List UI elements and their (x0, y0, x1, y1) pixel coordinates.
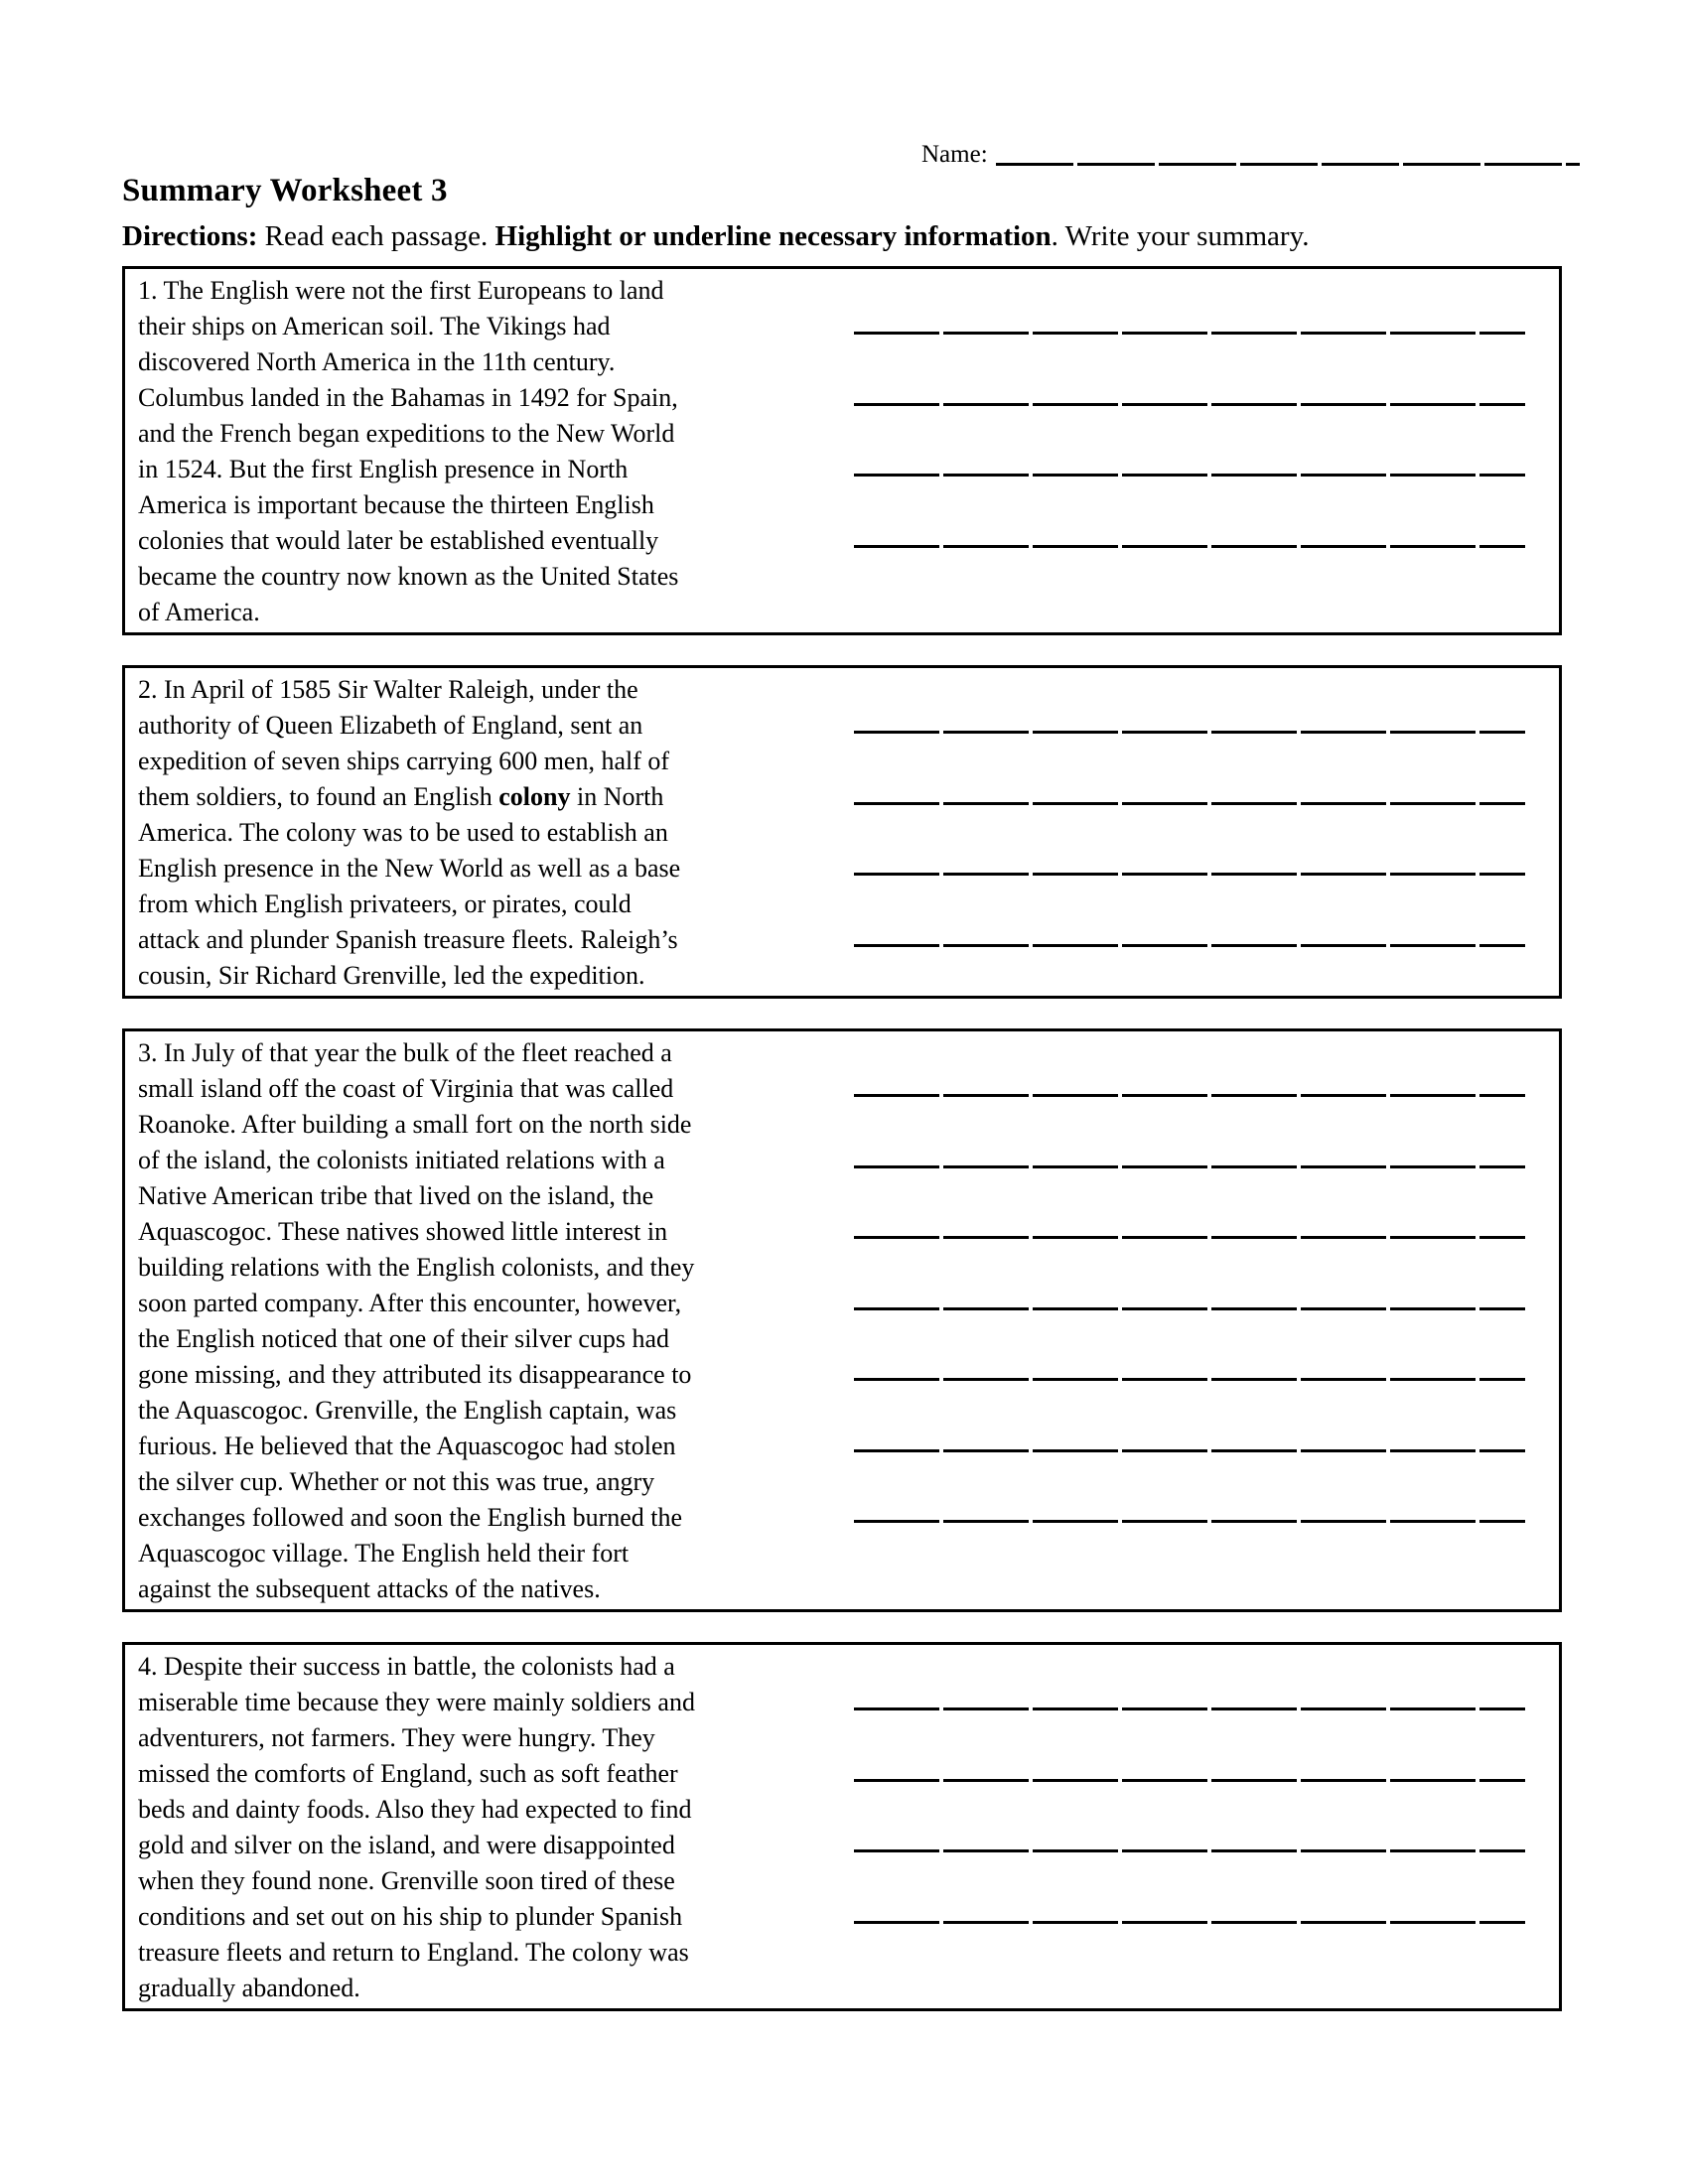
summary-blank-line[interactable] (854, 545, 1525, 548)
passage-line: cousin, Sir Richard Grenville, led the expedition. (138, 961, 645, 990)
passage-line: colonies that would later be established eventually (138, 526, 659, 555)
passage-boxes (122, 266, 1562, 2011)
passage-line: soon parted company. After this encounter, however, (138, 1289, 682, 1317)
passage-line: America. The colony was to be used to establish an (138, 818, 668, 847)
bold-vocabulary-term: colony (498, 782, 571, 811)
directions-segment: Directions: (122, 220, 258, 252)
passage-line: attack and plunder Spanish treasure fleets. Raleigh’s (138, 925, 678, 954)
summary-blank-line[interactable] (854, 1378, 1525, 1381)
passage-line: 4. Despite their success in battle, the colonists had a (138, 1652, 675, 1681)
passage-line: the Aquascogoc. Grenville, the English captain, was (138, 1396, 677, 1425)
passage-box (122, 266, 1562, 635)
passage-line: Native American tribe that lived on the island, the (138, 1181, 654, 1210)
passage-line: missed the comforts of England, such as soft feather (138, 1759, 678, 1788)
passage-line: America is important because the thirteen English (138, 490, 654, 519)
passage-line: treasure fleets and return to England. The colony was (138, 1938, 689, 1967)
passage-line: Roanoke. After building a small fort on the north side (138, 1110, 692, 1139)
passage-line: small island off the coast of Virginia that was called (138, 1074, 674, 1103)
passage-line: discovered North America in the 11th century. (138, 347, 616, 376)
passage-line: beds and dainty foods. Also they had expected to find (138, 1795, 692, 1824)
passage-line: them soldiers, to found an English colony in North (138, 782, 664, 811)
passage-line: of America. (138, 598, 260, 626)
passage-line: their ships on American soil. The Vikings had (138, 312, 611, 341)
summary-blank-line[interactable] (854, 1779, 1525, 1782)
summary-blank-line[interactable] (854, 332, 1525, 335)
passage-line: Aquascogoc village. The English held their fort (138, 1539, 630, 1568)
passage-line: gradually abandoned. (138, 1974, 360, 2002)
passage-line: and the French began expeditions to the New World (138, 419, 675, 448)
directions (122, 220, 1309, 253)
summary-blank-line[interactable] (854, 802, 1525, 805)
passage-line: gone missing, and they attributed its disappearance to (138, 1360, 692, 1389)
passage-line: miserable time because they were mainly soldiers and (138, 1688, 695, 1716)
passage-line: conditions and set out on his ship to plunder Spanish (138, 1902, 683, 1931)
summary-blank-line[interactable] (854, 474, 1525, 477)
passage-box (122, 1642, 1562, 2011)
passage-line: exchanges followed and soon the English burned the (138, 1503, 683, 1532)
passage-line: gold and silver on the island, and were disappointed (138, 1831, 675, 1859)
summary-blank-line[interactable] (854, 1849, 1525, 1852)
summary-lines (125, 1031, 1559, 1609)
name-row (921, 141, 1580, 169)
passage-line: adventurers, not farmers. They were hungry. They (138, 1723, 655, 1752)
summary-blank-line[interactable] (854, 731, 1525, 734)
passage-line: 3. In July of that year the bulk of the fleet reached a (138, 1038, 672, 1067)
name-blank-line[interactable] (996, 163, 1580, 166)
summary-lines (125, 269, 1559, 632)
passage-line: 2. In April of 1585 Sir Walter Raleigh, under the (138, 675, 638, 704)
passage-line: of the island, the colonists initiated relations with a (138, 1146, 665, 1174)
directions-segment: Read each passage. (257, 220, 495, 252)
passage-line: became the country now known as the United States (138, 562, 679, 591)
passage-line: expedition of seven ships carrying 600 men, half of (138, 747, 670, 775)
summary-blank-line[interactable] (854, 1094, 1525, 1097)
directions-segment: . Write your summary. (1051, 220, 1310, 252)
passage-line: building relations with the English colonists, and they (138, 1253, 695, 1282)
summary-blank-line[interactable] (854, 1707, 1525, 1710)
passage-box (122, 665, 1562, 999)
page-title: Summary Worksheet 3 (122, 173, 448, 208)
name-label: Name: (921, 141, 988, 168)
passage-line: 1. The English were not the first Europeans to land (138, 276, 664, 305)
passage-box (122, 1028, 1562, 1612)
passage-line: authority of Queen Elizabeth of England, sent an (138, 711, 643, 740)
passage-line: the English noticed that one of their silver cups had (138, 1324, 670, 1353)
summary-blank-line[interactable] (854, 403, 1525, 406)
passage-line: Aquascogoc. These natives showed little interest in (138, 1217, 668, 1246)
summary-blank-line[interactable] (854, 873, 1525, 876)
passage-line: from which English privateers, or pirates, could (138, 889, 632, 918)
summary-blank-line[interactable] (854, 1921, 1525, 1924)
summary-blank-line[interactable] (854, 944, 1525, 947)
passage-line: against the subsequent attacks of the natives. (138, 1574, 601, 1603)
passage-line: English presence in the New World as well as a base (138, 854, 681, 883)
summary-lines (125, 1645, 1559, 2008)
passage-line: the silver cup. Whether or not this was true, angry (138, 1467, 655, 1496)
directions-segment: Highlight or underline necessary information (494, 220, 1052, 252)
passage-line: furious. He believed that the Aquascogoc had stolen (138, 1432, 676, 1460)
summary-blank-line[interactable] (854, 1307, 1525, 1310)
passage-line: Columbus landed in the Bahamas in 1492 for Spain, (138, 383, 678, 412)
summary-blank-line[interactable] (854, 1520, 1525, 1523)
summary-lines (125, 668, 1559, 996)
passage-line: in 1524. But the first English presence in North (138, 455, 629, 483)
summary-blank-line[interactable] (854, 1236, 1525, 1239)
passage-line: when they found none. Grenville soon tired of these (138, 1866, 675, 1895)
summary-blank-line[interactable] (854, 1165, 1525, 1168)
summary-blank-line[interactable] (854, 1449, 1525, 1452)
